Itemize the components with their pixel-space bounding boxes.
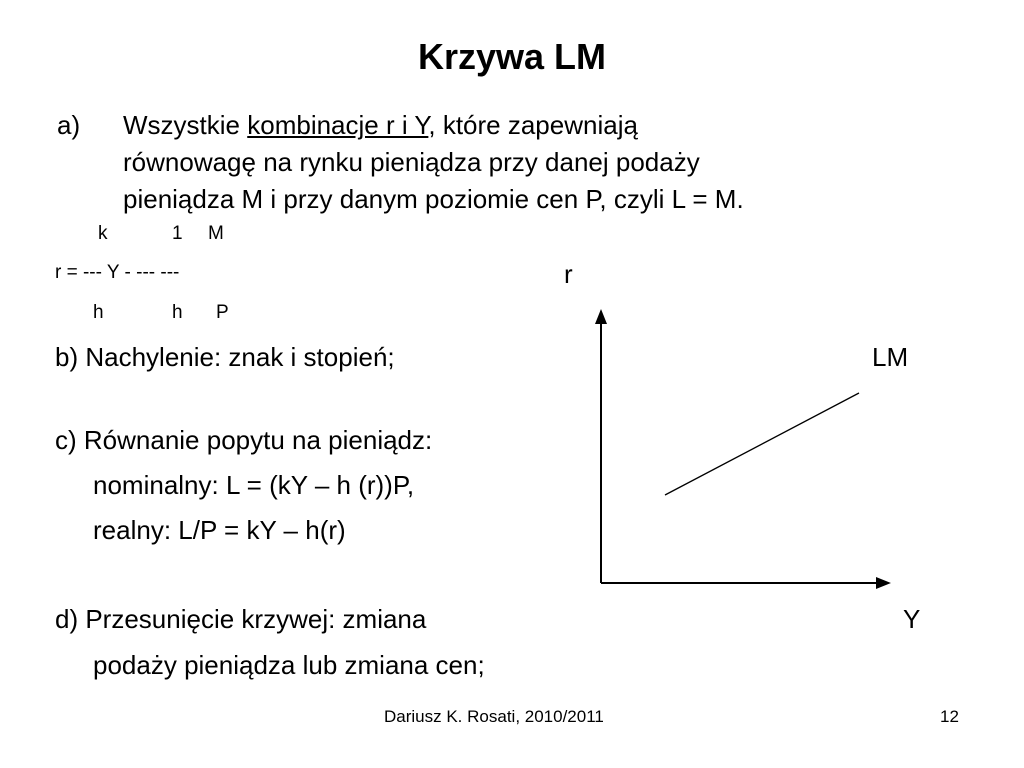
item-a-line3: pieniądza M i przy danym poziomie cen P, czyli L = M. xyxy=(123,184,744,214)
formula-den-h1: h xyxy=(93,302,104,323)
item-b: b) Nachylenie: znak i stopień; xyxy=(55,342,395,372)
item-c-line1: c) Równanie popytu na pieniądz: xyxy=(55,425,433,455)
formula-main: r = --- Y - --- --- xyxy=(55,262,180,283)
x-axis-arrowhead xyxy=(876,577,891,589)
x-axis-label: Y xyxy=(903,604,921,634)
item-c-line3: realny: L/P = kY – h(r) xyxy=(93,515,346,545)
formula-den-h2: h xyxy=(172,302,183,323)
item-a-underlined: kombinacje r i Y xyxy=(247,110,429,140)
item-a-marker: a) xyxy=(57,110,81,140)
footer-author: Dariusz K. Rosati, 2010/2011 xyxy=(384,707,604,726)
item-a-line2: równowagę na rynku pieniądza przy danej podaży xyxy=(123,147,700,177)
y-axis-label: r xyxy=(564,259,573,289)
formula-den-P: P xyxy=(216,302,229,323)
item-d-line1: d) Przesunięcie krzywej: zmiana xyxy=(55,604,427,634)
item-a-post: , które zapewniają xyxy=(428,110,638,140)
item-d-line2: podaży pieniądza lub zmiana cen; xyxy=(93,650,485,680)
formula-num-1: 1 xyxy=(172,223,183,244)
slide-title: Krzywa LM xyxy=(417,36,607,77)
page-number: 12 xyxy=(940,707,959,726)
item-c-line2: nominalny: L = (kY – h (r))P, xyxy=(93,470,415,500)
item-a-pre: Wszystkie xyxy=(123,110,248,140)
y-axis-arrowhead xyxy=(595,309,607,324)
formula-num-k: k xyxy=(98,223,108,244)
formula-num-M: M xyxy=(208,223,224,244)
lm-curve xyxy=(665,393,859,495)
lm-curve-label: LM xyxy=(872,342,909,372)
